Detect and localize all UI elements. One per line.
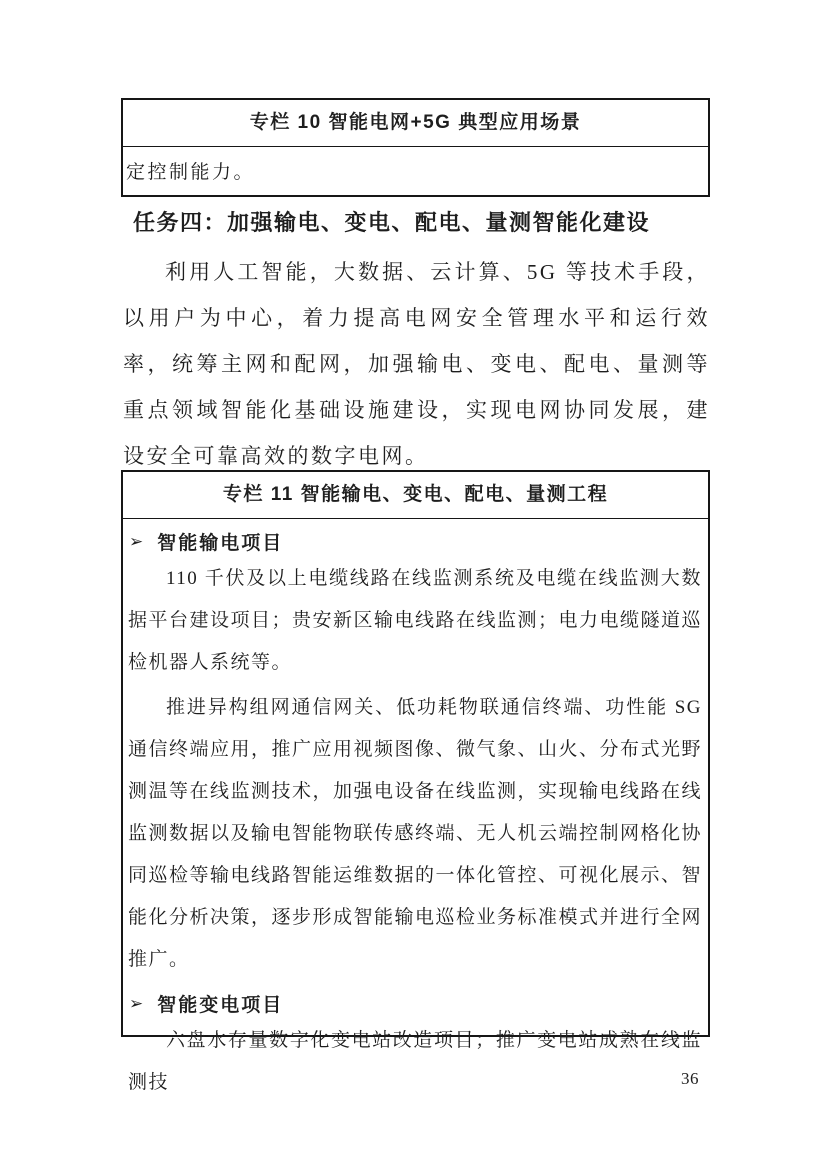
column-box-10-title: 专栏 10 智能电网+5G 典型应用场景 xyxy=(123,100,708,147)
arrowhead-bullet-icon: ➢ xyxy=(129,993,146,1014)
column-box-10-body: 定控制能力。 xyxy=(126,162,256,183)
box11-paragraph: 110 千伏及以上电缆线路在线监测系统及电缆在线监测大数据平台建设项目；贵安新区输电线路在线监测；电力电缆隧道巡检机器人系统等。 xyxy=(128,568,703,673)
box11-paragraph: 推进异构组网通信网关、低功耗物联通信终端、功性能 SG 通信终端应用，推广应用视频图像、微气象、山火、分布式光野测温等在线监测技术，加强电设备在线监测，实现输电线路在线监测数据以及输电智能物联传感终端、无人机云端控制网格化协同巡检等输电线路智能运维数据的一体化管控、可视化展示、智能化分析决策，逐步形成智能输电巡检业务标准模式并进行全网推广。 xyxy=(128,697,703,970)
column-box-10 xyxy=(121,98,710,197)
column-box-11-title: 专栏 11 智能输电、变电、配电、量测工程 xyxy=(123,472,708,519)
intro-paragraph: 利用人工智能，大数据、云计算、5G 等技术手段，以用户为中心，着力提高电网安全管理水平和运行效率，统筹主网和配网，加强输电、变电、配电、量测等重点领域智能化基础设施建设，实现电网协同发展，建设安全可靠高效的数字电网。 xyxy=(123,260,710,468)
column-box-11-content xyxy=(123,528,708,1104)
section-header-label: 智能变电项目 xyxy=(157,995,284,1016)
box11-paragraph: 六盘水存量数字化变电站改造项目；推广变电站成熟在线监测技 xyxy=(128,1030,702,1093)
section-header-label: 智能输电项目 xyxy=(157,533,284,554)
arrowhead-bullet-icon: ➢ xyxy=(129,531,146,552)
page-number: 36 xyxy=(681,1069,699,1088)
section-header-smart-substation xyxy=(129,990,702,1017)
task-heading: 任务四：加强输电、变电、配电、量测智能化建设 xyxy=(133,210,651,235)
section-header-smart-transmission xyxy=(129,528,702,555)
